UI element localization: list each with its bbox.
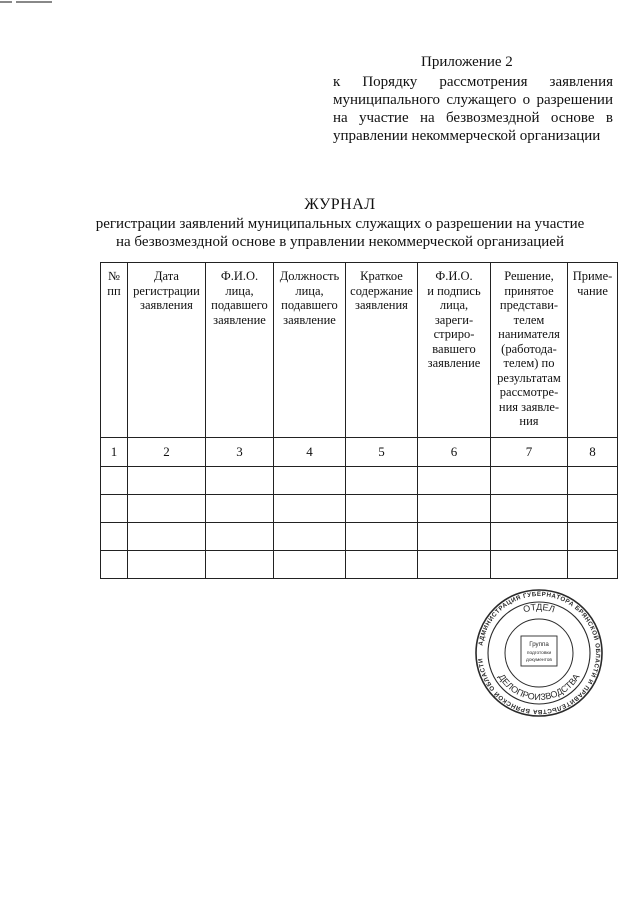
table-cell: [418, 495, 491, 523]
table-cell: [101, 523, 128, 551]
table-cell: [206, 523, 274, 551]
header-line: заявления: [355, 298, 408, 312]
header-line: телем: [513, 312, 545, 327]
table-number-cell: 6: [418, 438, 491, 467]
header-line: подавшего: [211, 298, 268, 312]
journal-subtitle-line2: на безвозмездной основе в управлении некоммерческой организацией: [115, 234, 564, 250]
header-line: результатам: [497, 370, 561, 385]
header-line: принятое: [504, 283, 554, 298]
table-cell: [418, 523, 491, 551]
table-number-cell: 4: [274, 438, 346, 467]
table-cell: [206, 495, 274, 523]
table-cell: [418, 551, 491, 579]
table-cell: [101, 551, 128, 579]
table-cell: [128, 495, 206, 523]
table-header-cell: [491, 263, 568, 438]
table-number-cell: 8: [568, 438, 618, 467]
journal-title: ЖУРНАЛ: [304, 196, 376, 213]
appendix-block: [333, 53, 613, 145]
table-cell: [491, 551, 568, 579]
appendix-text: к Порядку рассмотрения заявления муниципального служащего о разрешении на участие на безвозмездной основе в управлении некоммерческой организации: [333, 74, 613, 144]
table-cell: [491, 495, 568, 523]
header-line: Решение,: [504, 269, 554, 283]
stamp-inner-line3: документов: [526, 658, 552, 663]
table-cell: [128, 551, 206, 579]
header-line: пп: [107, 283, 121, 298]
header-line: подавшего: [281, 298, 338, 312]
table-cell: [274, 551, 346, 579]
header-line: содержание: [350, 283, 413, 298]
table-cell: [101, 467, 128, 495]
header-line: ния: [519, 414, 539, 428]
header-line: зареги-: [434, 312, 474, 327]
table-row: [101, 523, 618, 551]
header-line: лица,: [295, 283, 324, 298]
header-line: Приме-: [572, 269, 613, 283]
journal-table: [100, 262, 618, 579]
table-header-cell: [418, 263, 491, 438]
header-line: рассмотре-: [499, 385, 559, 399]
table-header-cell: [274, 263, 346, 438]
stamp-dept-top: ОТДЕЛ: [522, 601, 557, 615]
table-cell: [101, 495, 128, 523]
header-line: заявления: [140, 298, 193, 312]
table-number-cell: 7: [491, 438, 568, 467]
header-line: (работода-: [501, 341, 557, 356]
table-cell: [418, 467, 491, 495]
table-cell: [491, 523, 568, 551]
table-cell: [568, 467, 618, 495]
stamp-ring-text: АДМИНИСТРАЦИЯ ГУБЕРНАТОРА БРЯНСКОЙ ОБЛАСТИ И ПРАВИТЕЛЬСТВА БРЯНСКОЙ ОБЛАСТИ: [477, 590, 602, 716]
table-cell: [491, 467, 568, 495]
header-line: №: [108, 269, 120, 283]
header-line: Должность: [279, 269, 340, 283]
table-cell: [128, 467, 206, 495]
table-cell: [206, 551, 274, 579]
table-cell: [274, 467, 346, 495]
journal-subtitle-line1: регистрации заявлений муниципальных служащих о разрешении на участие: [95, 216, 585, 232]
table-cell: [206, 467, 274, 495]
header-line: Ф.И.О.: [220, 269, 259, 283]
table-cell: [568, 495, 618, 523]
header-line: лица,: [225, 283, 254, 298]
stamp-dept-bottom: ДЕЛОПРОИЗВОДСТВА: [496, 672, 582, 703]
table-row: [101, 551, 618, 579]
table-header-cell: [128, 263, 206, 438]
header-line: вавшего: [432, 341, 476, 356]
stamp-inner-line1: Группа: [529, 641, 549, 648]
header-line: лица,: [439, 298, 469, 312]
table-cell: [346, 467, 418, 495]
table-cell: [274, 523, 346, 551]
table-cell: [568, 523, 618, 551]
table-cell: [346, 495, 418, 523]
table-cell: [346, 523, 418, 551]
table-cell: [346, 551, 418, 579]
table-number-cell: 3: [206, 438, 274, 467]
table-header-row: [101, 263, 618, 438]
header-line: регистрации: [133, 283, 200, 298]
table-header-cell: [346, 263, 418, 438]
scan-corner-mark: [0, 0, 58, 4]
header-line: заявление: [427, 356, 481, 370]
header-line: нанимателя: [498, 327, 560, 341]
table-header-cell: [101, 263, 128, 438]
header-line: Краткое: [360, 269, 403, 283]
table-cell: [568, 551, 618, 579]
header-line: и подпись: [427, 283, 481, 298]
header-line: представи-: [499, 298, 559, 312]
header-line: заявление: [213, 312, 266, 327]
table-header-cell: [568, 263, 618, 438]
table-cell: [128, 523, 206, 551]
stamp-inner-line2: подготовки: [526, 651, 552, 656]
header-line: заявление: [283, 312, 336, 327]
header-line: Дата: [154, 269, 179, 283]
table-number-cell: 2: [128, 438, 206, 467]
table-number-cell: 1: [101, 438, 128, 467]
table-cell: [274, 495, 346, 523]
journal-heading: [60, 196, 620, 251]
header-line: чание: [577, 283, 608, 298]
department-stamp: [474, 588, 604, 718]
header-line: Ф.И.О.: [435, 269, 473, 283]
header-line: ния заявле-: [498, 399, 560, 414]
table-number-row: [101, 438, 618, 467]
header-line: телем) по: [503, 356, 555, 370]
table-row: [101, 495, 618, 523]
table-header-cell: [206, 263, 274, 438]
table-number-cell: 5: [346, 438, 418, 467]
header-line: стриро-: [433, 327, 475, 341]
table-row: [101, 467, 618, 495]
appendix-title: Приложение 2: [421, 54, 513, 70]
